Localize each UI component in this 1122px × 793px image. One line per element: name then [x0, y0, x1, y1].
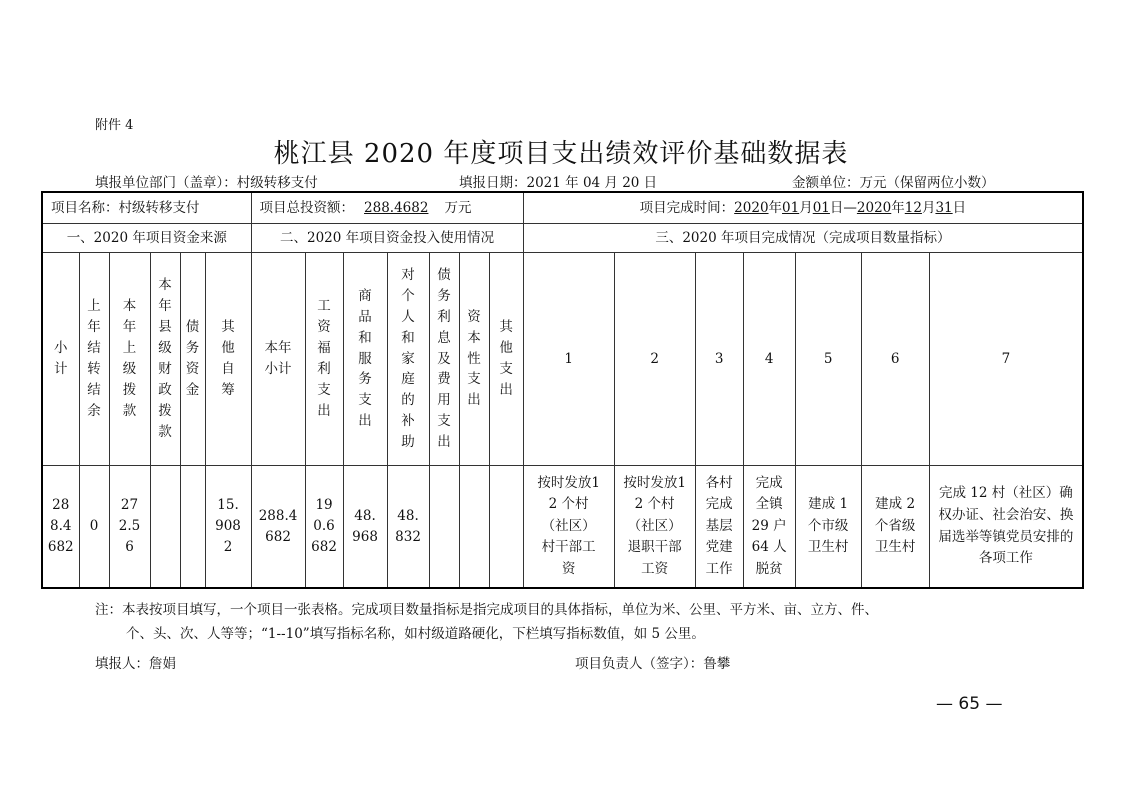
col-header	[150, 253, 180, 466]
cell-use-debt-interest	[429, 466, 459, 589]
data-row	[42, 466, 1083, 589]
cell-done-5	[795, 466, 861, 589]
project-completion-time	[523, 192, 1083, 224]
cell-value: 190.6682	[311, 497, 337, 555]
col-header: 4	[743, 253, 795, 466]
start-year: 2020	[734, 199, 769, 216]
cell-src-upper-grant	[109, 466, 150, 589]
reporting-date-value: 2021 年 04 月 20 日	[526, 175, 658, 191]
year-char: 年	[891, 199, 905, 216]
reporting-date-label: 填报日期：	[459, 175, 527, 191]
investment-label: 项目总投资额：	[259, 199, 355, 216]
cell-value: 完成 12 村（社区）确权办证、社会治安、换届选举等镇党员安排的各项工作	[938, 485, 1074, 567]
cell-use-subtotal	[251, 466, 305, 589]
col-header-text: 其他自筹	[221, 319, 235, 398]
page-title: 桃江县 2020 年度项目支出绩效评价基础数据表	[273, 139, 849, 169]
col-header: 2	[614, 253, 695, 466]
col-header-text: 本年小计	[264, 340, 292, 377]
cell-value: 48.968	[352, 507, 378, 545]
amount-unit: 金额单位：万元（保留两位小数）	[792, 175, 995, 191]
year-char: 年	[768, 199, 783, 216]
performance-data-table	[41, 191, 1084, 589]
cell-done-7	[929, 466, 1083, 589]
col-header: 5	[795, 253, 861, 466]
col-header	[205, 253, 251, 466]
investment-value: 288.4682	[364, 199, 429, 216]
filled-by: 填报人：詹娟	[95, 656, 176, 672]
cell-value: 15.9082	[215, 497, 241, 555]
cell-done-4	[743, 466, 795, 589]
cell-src-debt	[180, 466, 205, 589]
cell-value: 建成 1 个市级卫生村	[807, 496, 849, 556]
cell-use-capital	[459, 466, 489, 589]
month-char: 月	[799, 199, 813, 216]
cell-value: 建成 2 个省级卫生村	[874, 496, 916, 556]
cell-value: 288.4682	[47, 497, 74, 555]
section-header-row	[42, 224, 1083, 253]
cell-value: 272.56	[118, 497, 141, 555]
col-header-text: 资本性支出	[467, 308, 481, 409]
footnote-line-2: 个、头、次、人等等；“1--10”填写指标名称，如村级道路硬化，下栏填写指标数值，如 5 公里。	[126, 626, 705, 642]
project-name: 项目名称：村级转移支付	[42, 192, 251, 224]
col-header-text: 债务利息及费用支出	[437, 266, 451, 451]
cell-use-wages	[305, 466, 343, 589]
cell-value: 按时发放12 个村（社区）村干部工资	[537, 474, 600, 577]
cell-src-carryover: 0	[79, 466, 109, 589]
end-month: 12	[904, 199, 922, 216]
col-header: 3	[695, 253, 743, 466]
section-funding-usage: 二、2020 年项目资金投入使用情况	[251, 224, 523, 253]
col-header	[489, 253, 523, 466]
col-header	[79, 253, 109, 466]
col-header-text: 小计	[53, 340, 68, 377]
col-header: 7	[929, 253, 1083, 466]
cell-value: 各村完成基层党建工作	[705, 474, 733, 577]
col-header	[429, 253, 459, 466]
col-header-text: 上年结转结余	[87, 298, 101, 419]
cell-value: 288.4682	[258, 507, 298, 545]
cell-value: 48.832	[395, 507, 421, 545]
col-header: 6	[861, 253, 929, 466]
column-header-row	[42, 253, 1083, 466]
attachment-label: 附件 4	[95, 118, 134, 133]
col-header-text: 其他支出	[499, 319, 513, 398]
completion-time-label: 项目完成时间：	[639, 199, 735, 216]
project-leader: 项目负责人（签字）：鲁攀	[575, 656, 731, 672]
cell-done-3	[695, 466, 743, 589]
cell-src-other	[205, 466, 251, 589]
col-header	[42, 253, 79, 466]
footnote-line-1: 注：本表按项目填写，一个项目一张表格。完成项目数量指标是指完成项目的具体指标，单位为米、公里、平方米、亩、立方、件、	[95, 602, 878, 618]
col-header-text: 对个人和家庭的补助	[401, 266, 415, 451]
col-header	[305, 253, 343, 466]
project-info-row	[42, 192, 1083, 224]
reporting-date	[459, 171, 657, 191]
section-funding-sources: 一、2020 年项目资金来源	[42, 224, 251, 253]
col-header	[251, 253, 305, 466]
cell-use-subsidy	[387, 466, 429, 589]
col-header-text: 本年县级财政拨款	[158, 277, 172, 440]
col-header: 1	[523, 253, 614, 466]
cell-done-1	[523, 466, 614, 589]
month-char: 月	[921, 199, 936, 216]
col-header-text: 商品和服务支出	[358, 287, 372, 430]
cell-done-6	[861, 466, 929, 589]
cell-src-county-grant	[150, 466, 180, 589]
col-header-text: 本年上级拨款	[122, 298, 137, 419]
end-day: 31	[935, 199, 953, 216]
page-number: — 65 —	[936, 694, 1003, 714]
cell-value: 完成全镇29 户64 人脱贫	[751, 474, 787, 577]
start-month: 01	[782, 199, 800, 216]
day-char: 日	[952, 199, 967, 216]
col-header	[343, 253, 387, 466]
project-investment	[251, 192, 523, 224]
cell-done-2	[614, 466, 695, 589]
cell-value: 按时发放12 个村（社区）退职干部工资	[623, 474, 686, 577]
section-completion: 三、2020 年项目完成情况（完成项目数量指标）	[523, 224, 1083, 253]
cell-use-goods	[343, 466, 387, 589]
col-header	[459, 253, 489, 466]
cell-use-other	[489, 466, 523, 589]
col-header	[180, 253, 205, 466]
day-dash-char: 日—	[829, 199, 857, 216]
reporting-unit: 填报单位部门（盖章）：村级转移支付	[95, 175, 318, 191]
col-header	[387, 253, 429, 466]
cell-src-subtotal	[42, 466, 79, 589]
col-header-text: 债务资金	[185, 319, 200, 398]
col-header-text: 工资福利支出	[317, 298, 331, 419]
col-header	[109, 253, 150, 466]
end-year: 2020	[856, 199, 892, 216]
investment-unit: 万元	[444, 199, 472, 216]
start-day: 01	[812, 199, 830, 216]
